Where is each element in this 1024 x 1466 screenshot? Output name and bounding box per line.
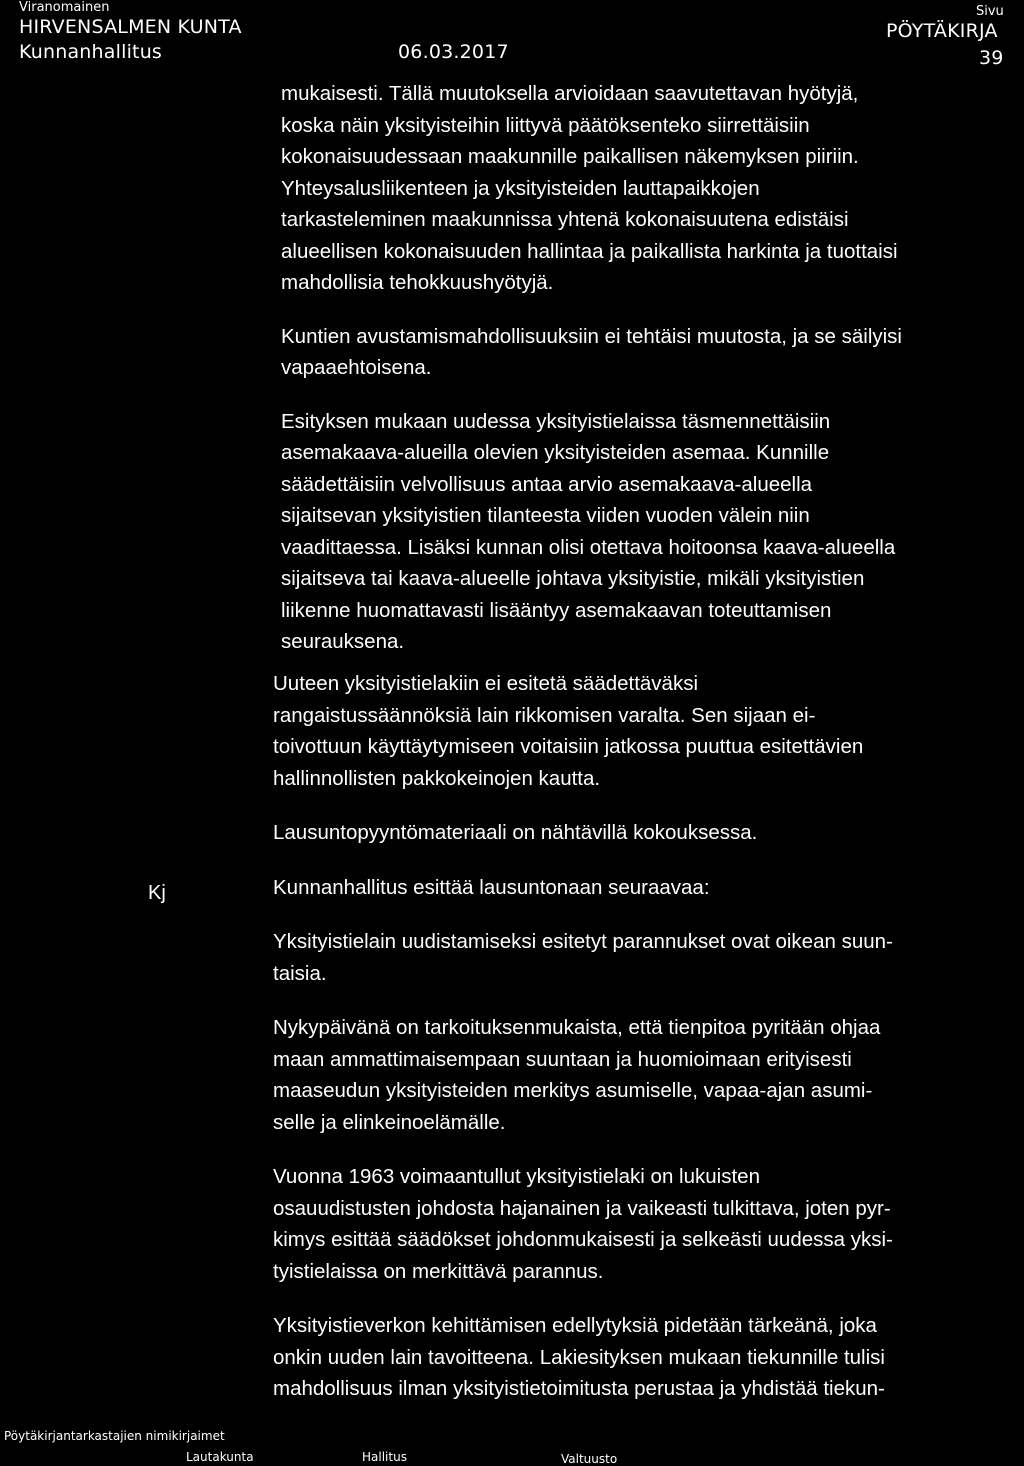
text-line: mukaisesti. Tällä muutoksella arvioidaan saavutettavan hyötyjä, (281, 82, 859, 105)
authority-label: Viranomainen (19, 0, 110, 15)
text-line: vapaaehtoisena. (281, 356, 432, 379)
text-line: Vuonna 1963 voimaantullut yksityistielaki on lukuisten (273, 1165, 760, 1188)
paragraph-4 (273, 668, 1013, 794)
paragraph-5 (273, 817, 1013, 849)
text-line: asemakaava-alueilla olevien yksityisteiden asemaa. Kunnille (281, 441, 830, 464)
page-label: Sivu (976, 4, 1004, 19)
text-line: koska näin yksityisteihin liittyvä päätöksenteko siirrettäisiin (281, 113, 810, 137)
text-line: Kuntien avustamismahdollisuuksiin ei tehtäisi muutosta, ja se säilyisi (281, 324, 902, 348)
meeting-date: 06.03.2017 (398, 41, 509, 63)
body-text-upper (281, 78, 1021, 658)
text-line: mahdollisuus ilman yksityistietoimitusta perustaa ja yhdistää tiekun- (273, 1377, 885, 1400)
text-line: Esityksen mukaan uudessa yksityistielaissa täsmennettäisiin (281, 409, 831, 433)
text-line: rangaistussäännöksiä lain rikkomisen varalta. Sen sijaan ei- (273, 703, 816, 727)
text-line: kimys esittää säädökset johdonmukaisesti ja selkeästi uudessa yksi- (273, 1228, 893, 1251)
board-name: Kunnanhallitus (19, 41, 163, 63)
footer-valtuusto: Valtuusto (561, 1452, 618, 1466)
text-line: sijaitseva tai kaava-alueelle johtava yksityistie, mikäli yksityistien (281, 567, 865, 590)
text-line: Yhteysalusliikenteen ja yksityisteiden lauttapaikkojen (281, 176, 760, 200)
footer-lautakunta: Lautakunta (186, 1450, 254, 1464)
text-line: maan ammattimaisempaan suuntaan ja huomioimaan erityisesti (273, 1047, 852, 1071)
text-line: säädettäisiin velvollisuus antaa arvio asemakaava-alueella (281, 472, 813, 496)
paragraph-3 (281, 406, 1021, 658)
paragraph-7 (273, 926, 1013, 989)
text-line: Uuteen yksityistielakiin ei esitetä säädettäväksi (273, 672, 699, 695)
paragraph-1 (281, 78, 1021, 299)
text-line: Yksityistieverkon kehittämisen edellytyksiä pidetään tärkeänä, joka (273, 1314, 877, 1337)
text-line: toivottuun käyttäytymiseen voitaisiin jatkossa puuttua esitettävien (273, 735, 864, 758)
text-line: onkin uuden lain tavoitteena. Lakiesityksen mukaan tiekunnille tulisi (273, 1345, 885, 1369)
text-line: hallinnollisten pakkokeinojen kautta. (273, 766, 601, 790)
page-number: 39 (979, 47, 1004, 69)
paragraph-8 (273, 1012, 1013, 1138)
text-line: Kunnanhallitus esittää lausuntonaan seuraavaa: (273, 875, 710, 899)
paragraph-9 (273, 1161, 1013, 1287)
text-line: maaseudun yksityisteiden merkitys asumiselle, vapaa-ajan asumi- (273, 1079, 873, 1102)
body-text-lower (273, 668, 1013, 1405)
text-line: alueellisen kokonaisuuden hallintaa ja paikallista harkinta ja tuottaisi (281, 239, 898, 263)
text-line: tarkasteleminen maakunnissa yhtenä kokonaisuutena edistäisi (281, 208, 849, 231)
municipality-name: HIRVENSALMEN KUNTA (19, 16, 242, 38)
text-line: Nykypäivänä on tarkoituksenmukaista, että tienpitoa pyritään ohjaa (273, 1016, 881, 1039)
margin-label-kj: Kj (148, 882, 166, 904)
paragraph-6 (273, 872, 1013, 904)
text-line: Yksityistielain uudistamiseksi esitetyt parannukset ovat oikean suun- (273, 930, 893, 953)
text-line: sijaitsevan yksityistien tilanteesta viiden vuoden välein niin (281, 504, 810, 527)
text-line: tyistielaissa on merkittävä parannus. (273, 1259, 604, 1283)
paragraph-10 (273, 1310, 1013, 1405)
text-line: taisia. (273, 961, 327, 985)
text-line: selle ja elinkeinoelämälle. (273, 1110, 506, 1134)
text-line: mahdollisia tehokkuushyötyjä. (281, 271, 554, 294)
footer-hallitus: Hallitus (362, 1450, 407, 1464)
text-line: vaadittaessa. Lisäksi kunnan olisi otettava hoitoonsa kaava-alueella (281, 535, 896, 559)
text-line: liikenne huomattavasti lisääntyy asemakaavan toteuttamisen (281, 598, 832, 622)
document-type: PÖYTÄKIRJA (886, 20, 998, 42)
text-line: seurauksena. (281, 630, 405, 653)
footer-initials-title: Pöytäkirjantarkastajien nimikirjaimet (4, 1429, 225, 1443)
text-line: Lausuntopyyntömateriaali on nähtävillä kokouksessa. (273, 821, 758, 844)
text-line: kokonaisuudessaan maakunnille paikallisen näkemyksen piiriin. (281, 145, 859, 168)
text-line: osauudistusten johdosta hajanainen ja vaikeasti tulkittava, joten pyr- (273, 1196, 891, 1220)
paragraph-2 (281, 321, 1021, 384)
